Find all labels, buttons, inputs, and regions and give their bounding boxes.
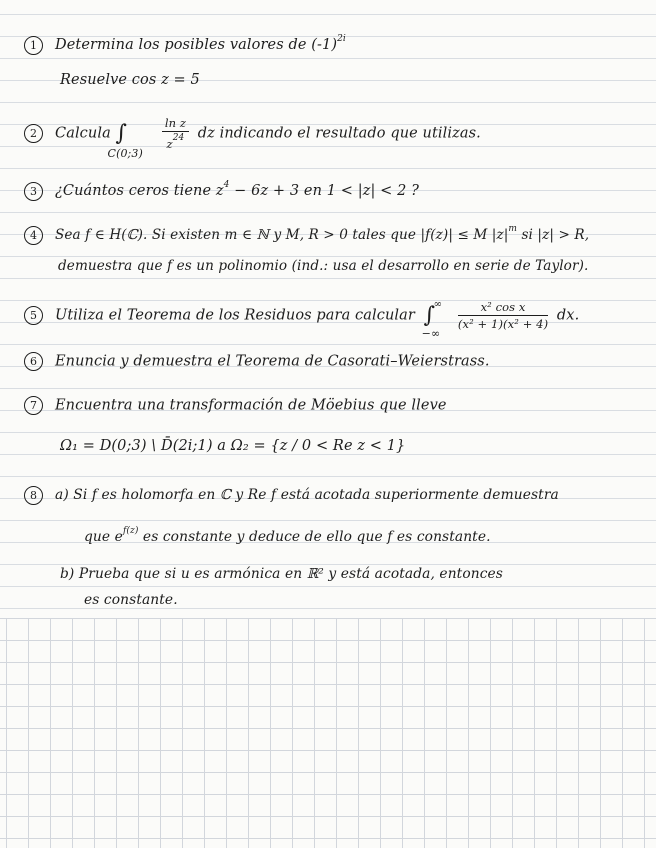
problem-number-badge: 5 xyxy=(24,306,43,325)
problem-number-badge: 7 xyxy=(24,396,43,415)
problem-1-subpart: Resuelve cos z = 5 xyxy=(60,72,200,88)
problem-3: 3 ¿Cuántos ceros tiene $z^4 - 6z + 3$ en 1 < |z| < 2 ? xyxy=(24,180,419,201)
problem-8 xyxy=(24,486,559,505)
integrand-denominator: $z^{24}$ xyxy=(166,133,185,151)
problem-number-badge: 1 xyxy=(24,36,43,55)
grid-paper-area xyxy=(0,618,656,848)
problem-2-post: dz indicando el resultado que utilizas. xyxy=(197,125,481,142)
problem-number-badge: 2 xyxy=(24,124,43,143)
problem-3-pre: ¿Cuántos ceros tiene xyxy=(55,183,216,199)
problem-number-badge: 6 xyxy=(24,352,43,371)
problem-8b-line1: b) Prueba que si u es armónica en ℝ² y está acotada, entonces xyxy=(60,566,503,582)
integral-sign: ∫ C(0;3) xyxy=(107,121,143,160)
problem-8a-line2: que $e^{f(z)}$ es constante y deduce de ello que f es constante. xyxy=(84,526,491,545)
integrand-numerator: ln z xyxy=(162,116,189,132)
problem-number-badge: 3 xyxy=(24,182,43,201)
problem-7-line2: Ω₁ = D(0;3) \ D̄(2i;1) a Ω₂ = {z / 0 < Re z < 1} xyxy=(60,438,406,454)
integrand-numerator: x² cos x xyxy=(458,300,548,316)
integral-contour: C(0;3) xyxy=(107,147,143,160)
problem-4: 4 Sea f ∈ H(ℂ). Si existen m ∈ ℕ y M, R > 0 tales que |f(z)| ≤ M $|z|^m$ si |z| > R, xyxy=(24,224,589,245)
problem-1-exponent: 2i xyxy=(337,34,346,44)
problem-number-badge: 4 xyxy=(24,226,43,245)
problem-1-expr: (-1) xyxy=(311,37,338,53)
problem-7-line1: Encuentra una transformación de Möebius que lleve xyxy=(55,397,447,414)
problem-7 xyxy=(24,396,447,415)
problem-6-text: Enuncia y demuestra el Teorema de Casorati–Weierstrass. xyxy=(55,353,490,370)
problem-8b-line2: es constante. xyxy=(84,592,178,608)
problem-4-line2: demuestra que f es un polinomio (ind.: usa el desarrollo en serie de Taylor). xyxy=(58,258,589,274)
problem-number-badge: 8 xyxy=(24,486,43,505)
problem-1 xyxy=(24,34,346,55)
problem-5 xyxy=(24,300,579,340)
integral-sign: ∫ ∞ −∞ xyxy=(421,299,443,340)
integrand-denominator: (x² + 1)(x² + 4) xyxy=(457,317,549,331)
problem-8a-line1: a) Si f es holomorfa en ℂ y Re f está acotada superiormente demuestra xyxy=(55,487,559,503)
problem-1-text: Determina los posibles valores de xyxy=(55,37,312,53)
problem-5-pre: Utiliza el Teorema de los Residuos para calcular xyxy=(55,307,415,324)
problem-2-pre: Calcula xyxy=(55,125,111,142)
problem-5-post: dx. xyxy=(556,307,580,324)
problem-4-line1: Sea f ∈ H(ℂ). Si existen m ∈ ℕ y M, R > 0 tales que |f(z)| ≤ M |z| xyxy=(55,227,509,243)
problem-3-post: en 1 < |z| < 2 ? xyxy=(299,183,420,199)
problem-6 xyxy=(24,352,490,371)
problem-2 xyxy=(24,116,481,160)
integrand-fraction xyxy=(162,116,189,151)
integrand-fraction xyxy=(458,300,548,331)
